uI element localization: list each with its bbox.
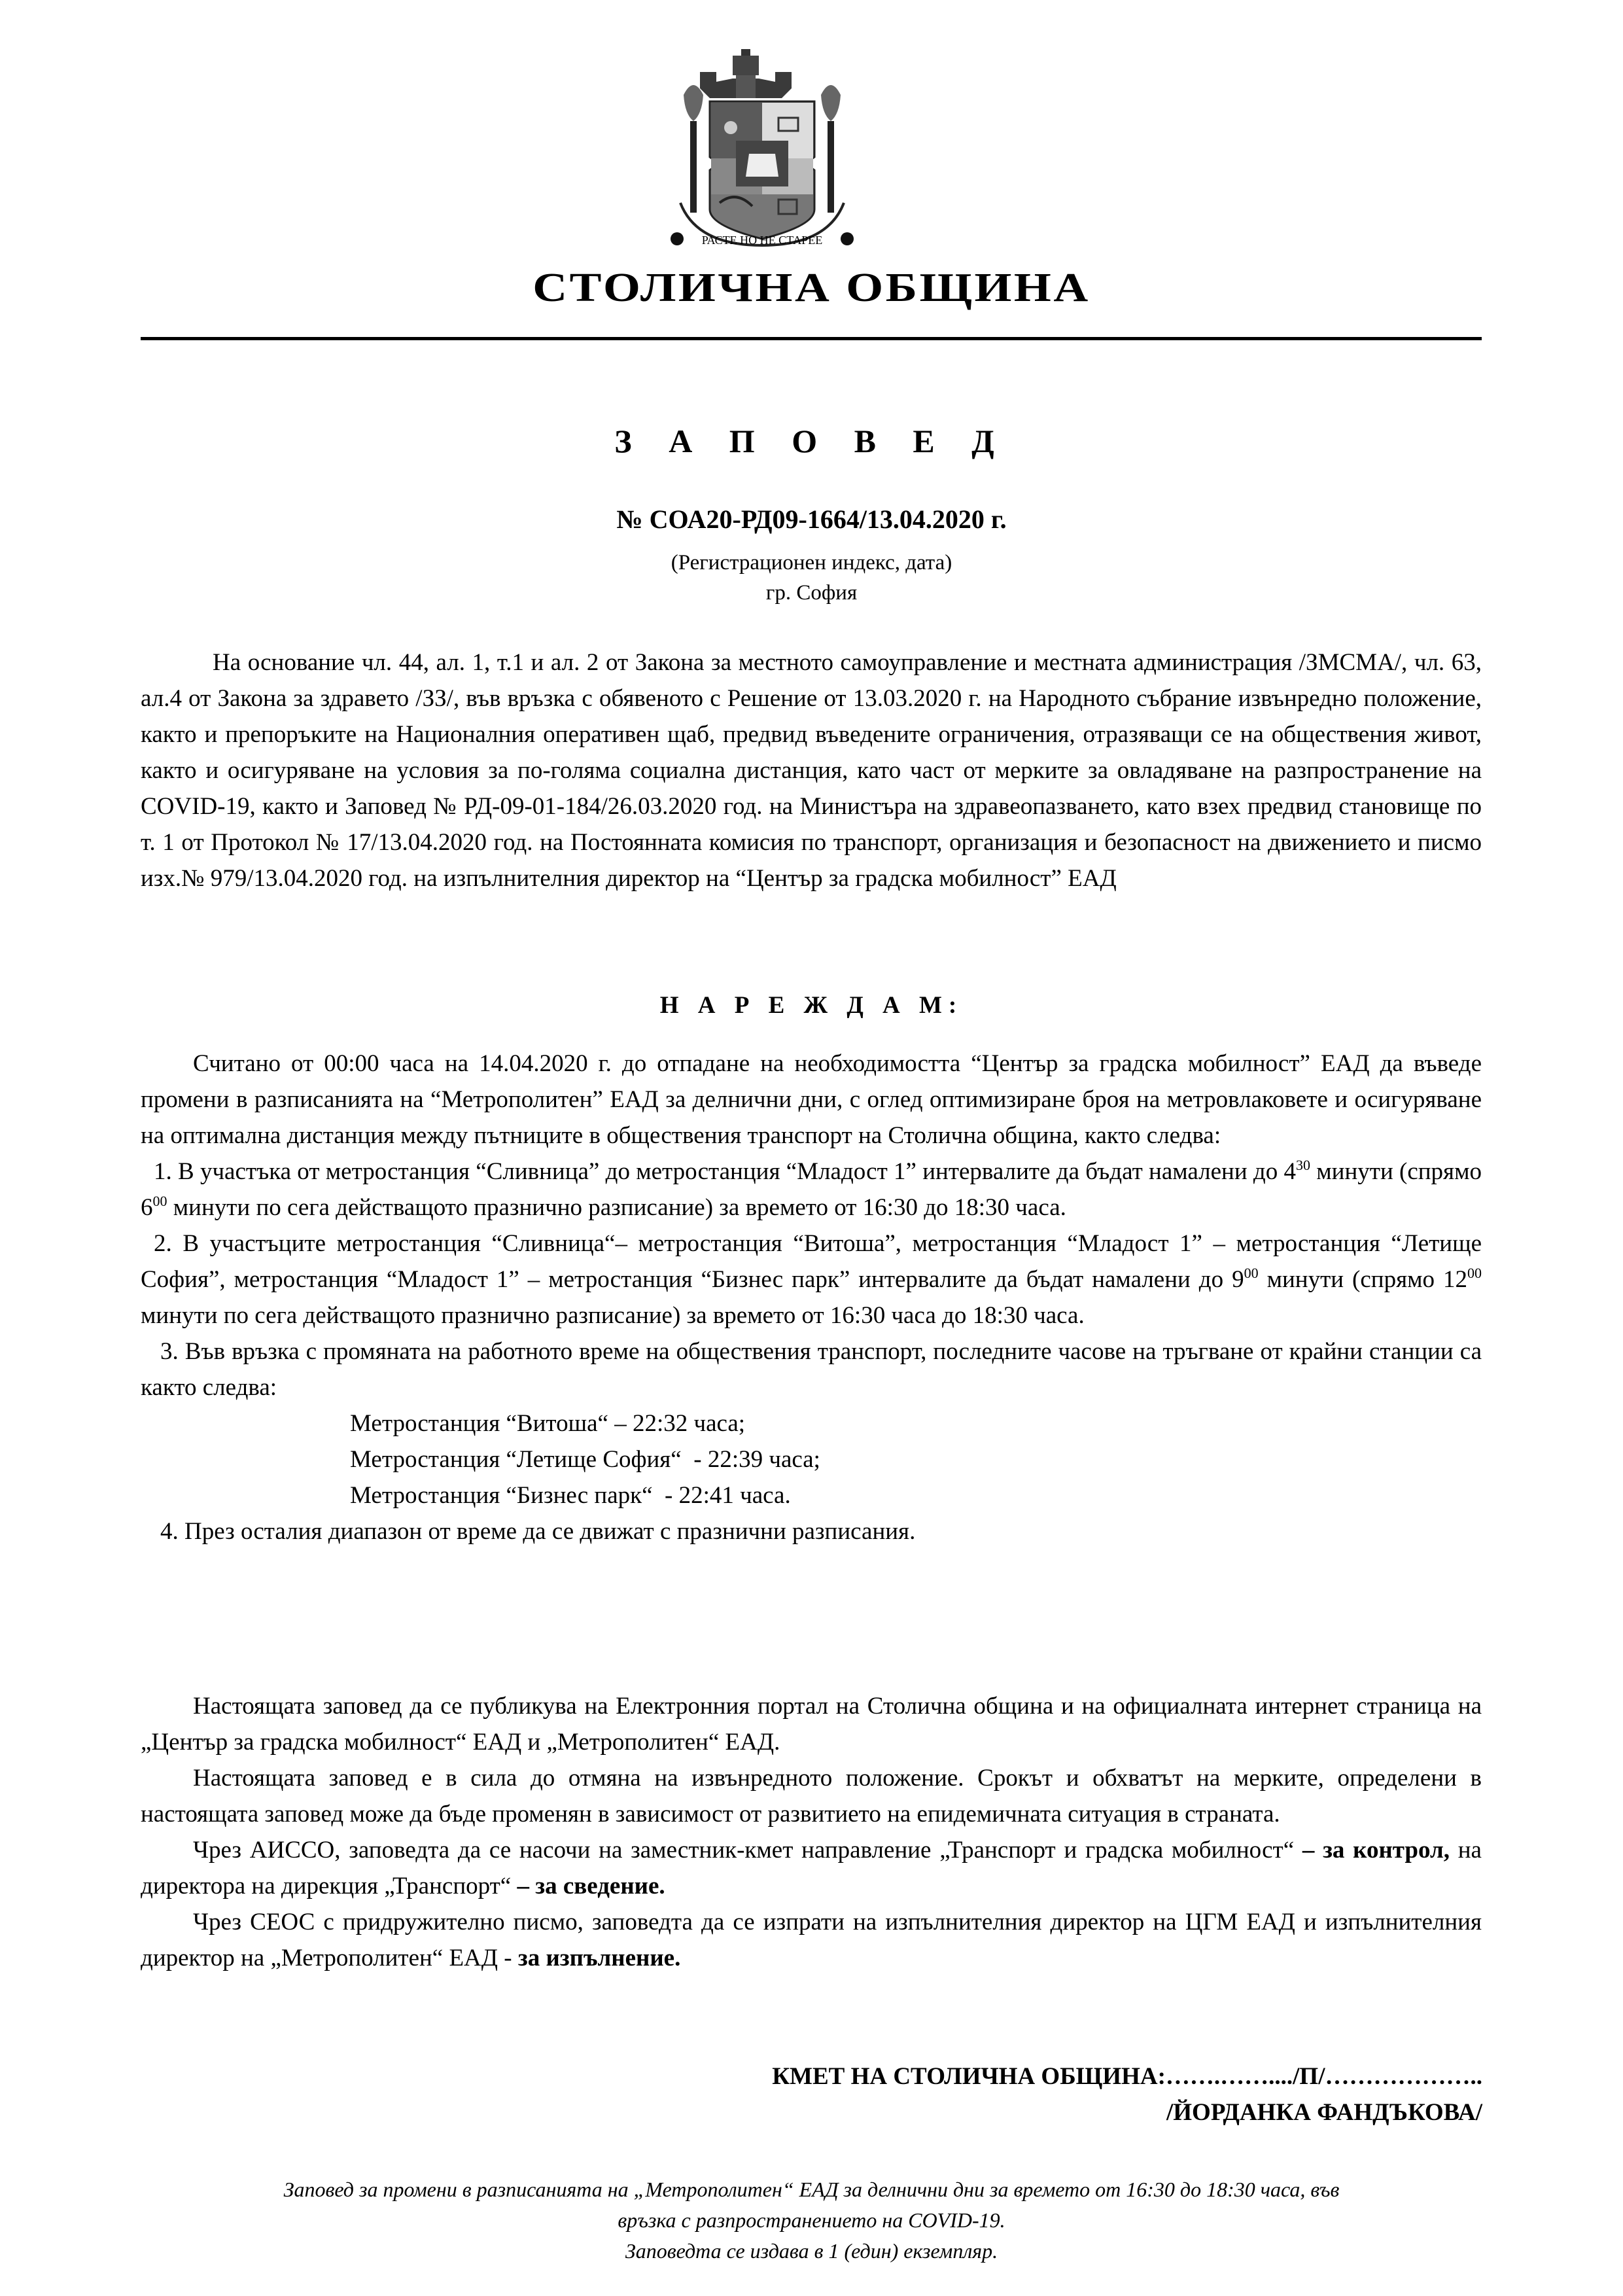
seos-paragraph — [141, 1904, 1482, 1976]
item-2-sup: 00 — [1467, 1265, 1482, 1281]
item-1-text: минути по сега действащото празнично разписание) за времето от 16:30 до 18:30 часа. — [167, 1194, 1066, 1221]
last-departure-row — [350, 1441, 1482, 1477]
order-preamble: Считано от 00:00 часа на 14.04.2020 г. до отпадане на необходимостта “Център за градска мобилност” ЕАД да въведе промени в разписанията на “Метрополитен” ЕАД за делнични дни, с оглед оптимизиране броя на метровлаковете и осигуряване на оптимална дистанция между пътниците в обществения транспорт на Столична община, както следва: — [141, 1050, 1482, 1149]
final-provisions — [141, 1688, 1482, 1976]
sofia-coat-of-arms-icon — [671, 49, 854, 249]
item-2-text: минути по сега действащото празнично разписание) за времето от 16:30 часа до 18:30 часа. — [141, 1302, 1085, 1329]
section-heading: Н А Р Е Ж Д А М: — [659, 992, 964, 1019]
station-name: Метростанция “Бизнес парк“ — [350, 1482, 653, 1509]
item-1-text: минути (спрямо 6 — [141, 1158, 1482, 1221]
intro-paragraph: На основание чл. 44, ал. 1, т.1 и ал. 2 от Закона за местното самоуправление и местната администрация /ЗМСМА/, чл. 63, ал.4 от Закона за здравето /ЗЗ/, във връзка с обявеното с Решение от 13.03.2020 г. на Народното събрание извънредно положение, както и препоръките на Националния оперативен щаб, предвид въведените ограничения, отразяващи се на обществения живот, както и осигуряване на условия за по-голяма социална дистанция, като част от мерките за овладяване на разпространение на COVID-19, както и Заповед № РД-09-01-184/26.03.2020 год. на Министъра на здравеопазването, като взех предвид становище по т. 1 от Протокол № 17/13.04.2020 год. на Постоянната комисия по транспорт, организация и безопасност на движението и писмо изх.№ 979/13.04.2020 год. на изпълнителния директор на “Център за градска мобилност” ЕАД — [141, 649, 1482, 892]
station-name: Метростанция “Летище София“ — [350, 1446, 682, 1473]
aisso-text: Чрез АИССО, заповедта да се насочи на заместник-кмет направление „Транспорт и градска мобилност“ — [193, 1837, 1302, 1863]
order-item-3: 3. Във връзка с промяната на работното време на обществения транспорт, последните часове на тръгване от крайни станции са както следва: — [141, 1338, 1482, 1401]
item-2-text: 2. В участъците метростанция “Сливница“– метростанция “Витоша”, метростанция “Младост 1” – метростанция “Летище София”, метростанция “Младост 1” – метростанция “Бизнес парк” интервалите да бъдат намалени до 9 — [141, 1230, 1482, 1293]
separator: - — [681, 1446, 708, 1473]
aisso-info: – за сведение. — [517, 1873, 665, 1899]
aisso-paragraph — [141, 1832, 1482, 1904]
aisso-text: на директора на дирекция „Транспорт“ — [141, 1837, 1482, 1899]
city: гр. София — [765, 581, 858, 605]
station-name: Метростанция “Витоша“ — [350, 1410, 608, 1437]
separator: – — [608, 1410, 633, 1437]
item-1-sup: 30 — [1296, 1157, 1310, 1173]
last-departures-list — [141, 1405, 1482, 1513]
last-departure-row — [350, 1477, 1482, 1513]
document-title: З А П О В Е Д — [614, 423, 1009, 459]
publish-paragraph: Настоящата заповед да се публикува на Електронния портал на Столична община и на официалната интернет страница на „Център за градска мобилност“ ЕАД и „Метрополитен“ ЕАД. — [141, 1693, 1482, 1756]
seos-text: Чрез СЕОС с придружително писмо, заповедта да се изпрати на изпълнителния директор на ЦГМ ЕАД и изпълнителния директор на „Метрополитен“ ЕАД - — [141, 1909, 1482, 1971]
validity-paragraph: Настоящата заповед е в сила до отмяна на извънредното положение. Срокът и обхватът на мерките, определени в настоящата заповед може да бъде променян в зависимост от развитието на епидемичната ситуация в страната. — [141, 1765, 1482, 1828]
item-1-sup: 00 — [152, 1193, 167, 1209]
footer-note — [98, 2174, 1525, 2267]
order-body — [141, 1046, 1482, 1549]
footer-line: Заповедта се издава в 1 (един) екземпляр. — [625, 2239, 998, 2263]
signature-title: КМЕТ НА СТОЛИЧНА ОБЩИНА:…….……..../П/……………….. — [772, 2063, 1482, 2090]
item-2-text: минути (спрямо 12 — [1258, 1266, 1467, 1293]
header-divider — [141, 337, 1482, 340]
footer-line: връзка с разпространението на COVID-19. — [618, 2208, 1005, 2232]
signatory-name: /ЙОРДАНКА ФАНДЪКОВА/ — [1166, 2099, 1482, 2126]
departure-time: 22:32 часа; — [632, 1410, 746, 1437]
separator: - — [652, 1482, 679, 1509]
organization-name: СТОЛИЧНА ОБЩИНА — [532, 266, 1091, 310]
departure-time: 22:39 часа; — [707, 1446, 820, 1473]
aisso-control: – за контрол, — [1302, 1837, 1450, 1863]
item-1-text: 1. В участъка от метростанция “Сливница” до метростанция “Младост 1” интервалите да бъдат намалени до 4 — [154, 1158, 1296, 1185]
last-departure-row — [350, 1405, 1482, 1441]
registration-note: (Регистрационен индекс, дата) — [671, 551, 952, 574]
order-item-1 — [141, 1154, 1482, 1226]
order-item-4: 4. През осталия диапазон от време да се движат с празнични разписания. — [160, 1518, 916, 1545]
seos-execution: за изпълнение. — [517, 1945, 681, 1971]
footer-line: Заповед за промени в разписанията на „Метрополитен“ ЕАД за делнични дни за времето от 16:30 до 18:30 часа, във — [283, 2178, 1340, 2201]
order-item-2 — [141, 1226, 1482, 1333]
item-2-sup: 00 — [1244, 1265, 1259, 1281]
order-number: № СОА20-РД09-1664/13.04.2020 г. — [616, 504, 1007, 534]
crest-motto: РАСТЕ НО НЕ СТАРЕЕ — [701, 234, 823, 247]
departure-time: 22:41 часа. — [678, 1482, 791, 1509]
